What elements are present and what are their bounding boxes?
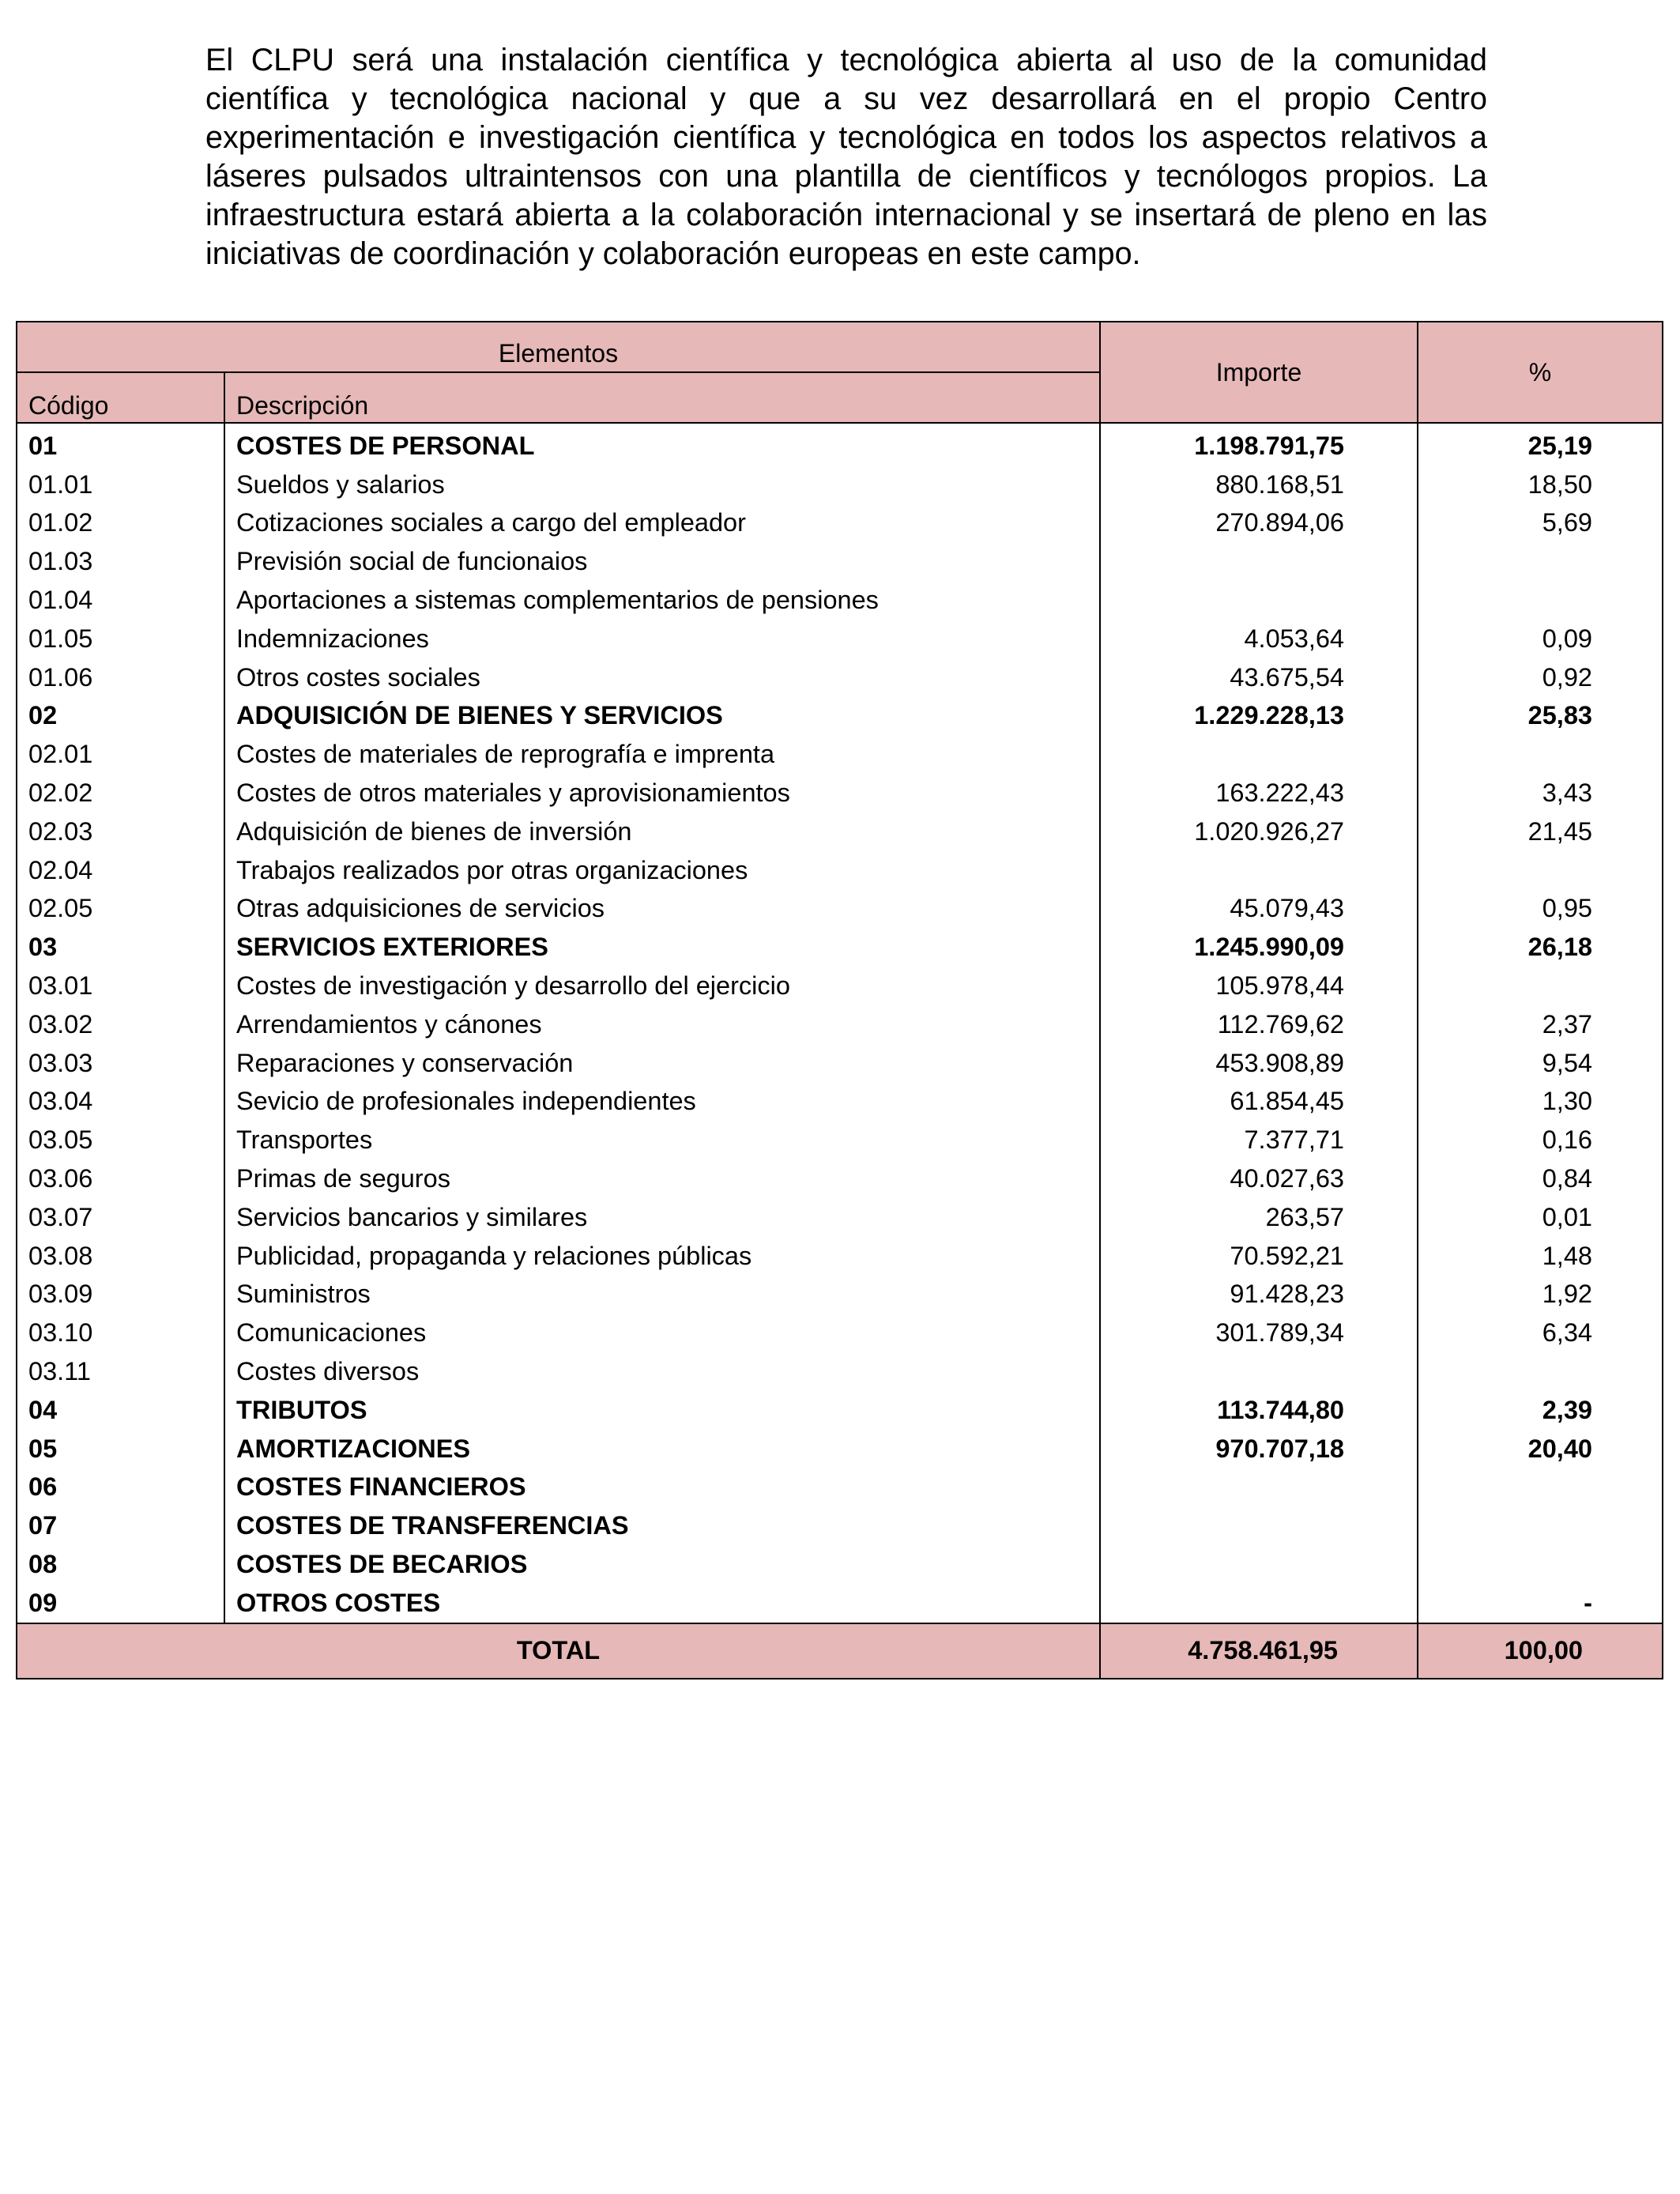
row-porcentaje: 20,40 <box>1418 1430 1663 1468</box>
row-importe: 1.198.791,75 <box>1100 423 1418 466</box>
table-row <box>17 1430 1663 1468</box>
row-code: 04 <box>17 1391 224 1430</box>
row-code: 01.04 <box>17 581 224 620</box>
row-description: Otras adquisiciones de servicios <box>224 890 1100 929</box>
row-porcentaje <box>1418 735 1663 774</box>
row-description: Costes de otros materiales y aprovisionamientos <box>224 774 1100 812</box>
row-porcentaje <box>1418 851 1663 890</box>
row-importe: 70.592,21 <box>1100 1237 1418 1276</box>
row-code: 01 <box>17 423 224 466</box>
row-description: Servicios bancarios y similares <box>224 1198 1100 1237</box>
row-porcentaje: 9,54 <box>1418 1044 1663 1083</box>
row-code: 03 <box>17 928 224 967</box>
table-row <box>17 1083 1663 1122</box>
table-row <box>17 1584 1663 1623</box>
row-importe: 7.377,71 <box>1100 1121 1418 1159</box>
table-row <box>17 581 1663 620</box>
row-importe: 970.707,18 <box>1100 1430 1418 1468</box>
row-code: 07 <box>17 1506 224 1545</box>
row-description: Adquisición de bienes de inversión <box>224 812 1100 851</box>
row-porcentaje: 0,95 <box>1418 890 1663 929</box>
row-importe <box>1100 542 1418 581</box>
row-code: 01.02 <box>17 504 224 543</box>
row-importe: 45.079,43 <box>1100 890 1418 929</box>
row-code: 03.09 <box>17 1276 224 1314</box>
row-porcentaje <box>1418 1352 1663 1391</box>
row-description: OTROS COSTES <box>224 1584 1100 1623</box>
row-porcentaje <box>1418 542 1663 581</box>
table-row <box>17 1198 1663 1237</box>
row-code: 08 <box>17 1545 224 1584</box>
row-porcentaje: 3,43 <box>1418 774 1663 812</box>
row-code: 01.03 <box>17 542 224 581</box>
header-codigo: Código <box>17 372 224 423</box>
row-description: COSTES FINANCIEROS <box>224 1468 1100 1507</box>
row-porcentaje: 21,45 <box>1418 812 1663 851</box>
table-row <box>17 1121 1663 1159</box>
row-code: 03.11 <box>17 1352 224 1391</box>
total-importe: 4.758.461,95 <box>1100 1623 1418 1679</box>
row-code: 02.05 <box>17 890 224 929</box>
row-description: Previsión social de funcionaios <box>224 542 1100 581</box>
row-importe <box>1100 735 1418 774</box>
row-code: 02 <box>17 697 224 736</box>
row-description: Costes de materiales de reprografía e imprenta <box>224 735 1100 774</box>
row-porcentaje: 2,39 <box>1418 1391 1663 1430</box>
row-importe: 453.908,89 <box>1100 1044 1418 1083</box>
row-description: Otros costes sociales <box>224 658 1100 697</box>
row-description: Sevicio de profesionales independientes <box>224 1083 1100 1122</box>
row-porcentaje: 25,83 <box>1418 697 1663 736</box>
row-code: 06 <box>17 1468 224 1507</box>
table-row <box>17 928 1663 967</box>
table-row <box>17 1276 1663 1314</box>
row-importe: 61.854,45 <box>1100 1083 1418 1122</box>
row-porcentaje: 26,18 <box>1418 928 1663 967</box>
total-porcentaje: 100,00 <box>1418 1623 1663 1679</box>
row-importe: 113.744,80 <box>1100 1391 1418 1430</box>
row-importe: 91.428,23 <box>1100 1276 1418 1314</box>
row-code: 02.04 <box>17 851 224 890</box>
total-label: TOTAL <box>17 1623 1100 1679</box>
row-porcentaje: 1,30 <box>1418 1083 1663 1122</box>
row-description: Reparaciones y conservación <box>224 1044 1100 1083</box>
row-code: 02.01 <box>17 735 224 774</box>
row-importe: 112.769,62 <box>1100 1005 1418 1044</box>
row-description: TRIBUTOS <box>224 1391 1100 1430</box>
cost-table <box>16 321 1663 1679</box>
row-importe: 1.245.990,09 <box>1100 928 1418 967</box>
row-importe: 40.027,63 <box>1100 1159 1418 1198</box>
table-row <box>17 658 1663 697</box>
row-code: 03.01 <box>17 967 224 1005</box>
table-row <box>17 697 1663 736</box>
table-row <box>17 1237 1663 1276</box>
row-code: 02.02 <box>17 774 224 812</box>
row-porcentaje: 18,50 <box>1418 466 1663 504</box>
table-row <box>17 542 1663 581</box>
row-code: 02.03 <box>17 812 224 851</box>
row-description: Arrendamientos y cánones <box>224 1005 1100 1044</box>
row-importe <box>1100 1506 1418 1545</box>
row-importe <box>1100 1545 1418 1584</box>
row-porcentaje: 1,48 <box>1418 1237 1663 1276</box>
row-code: 03.08 <box>17 1237 224 1276</box>
row-porcentaje <box>1418 1506 1663 1545</box>
table-row <box>17 1468 1663 1507</box>
row-description: ADQUISICIÓN DE BIENES Y SERVICIOS <box>224 697 1100 736</box>
row-description: Indemnizaciones <box>224 620 1100 658</box>
row-porcentaje <box>1418 1468 1663 1507</box>
header-elementos: Elementos <box>17 322 1100 372</box>
table-row <box>17 1545 1663 1584</box>
row-description: Suministros <box>224 1276 1100 1314</box>
row-code: 03.04 <box>17 1083 224 1122</box>
table-row <box>17 620 1663 658</box>
table-header <box>17 322 1663 423</box>
row-code: 01.01 <box>17 466 224 504</box>
row-porcentaje: 1,92 <box>1418 1276 1663 1314</box>
row-importe <box>1100 1468 1418 1507</box>
table-body <box>17 423 1663 1623</box>
row-porcentaje: - <box>1418 1584 1663 1623</box>
row-description: Primas de seguros <box>224 1159 1100 1198</box>
row-description: SERVICIOS EXTERIORES <box>224 928 1100 967</box>
row-description: COSTES DE TRANSFERENCIAS <box>224 1506 1100 1545</box>
row-importe: 1.229.228,13 <box>1100 697 1418 736</box>
row-porcentaje: 5,69 <box>1418 504 1663 543</box>
cost-table-container <box>16 321 1662 1679</box>
row-porcentaje <box>1418 967 1663 1005</box>
row-porcentaje: 25,19 <box>1418 423 1663 466</box>
row-description: AMORTIZACIONES <box>224 1430 1100 1468</box>
row-description: Comunicaciones <box>224 1314 1100 1352</box>
table-row <box>17 890 1663 929</box>
table-row <box>17 1044 1663 1083</box>
row-code: 03.02 <box>17 1005 224 1044</box>
row-porcentaje <box>1418 1545 1663 1584</box>
row-porcentaje: 0,09 <box>1418 620 1663 658</box>
row-porcentaje: 0,92 <box>1418 658 1663 697</box>
row-importe <box>1100 851 1418 890</box>
row-importe <box>1100 1352 1418 1391</box>
header-porcentaje: % <box>1418 322 1663 423</box>
table-row <box>17 851 1663 890</box>
row-code: 03.03 <box>17 1044 224 1083</box>
table-row <box>17 812 1663 851</box>
row-description: Sueldos y salarios <box>224 466 1100 504</box>
row-description: Costes de investigación y desarrollo del ejercicio <box>224 967 1100 1005</box>
table-row <box>17 1005 1663 1044</box>
row-description: Cotizaciones sociales a cargo del empleador <box>224 504 1100 543</box>
row-description: Costes diversos <box>224 1352 1100 1391</box>
row-code: 03.05 <box>17 1121 224 1159</box>
table-row <box>17 504 1663 543</box>
table-row <box>17 735 1663 774</box>
row-importe: 43.675,54 <box>1100 658 1418 697</box>
header-importe: Importe <box>1100 322 1418 423</box>
table-row <box>17 466 1663 504</box>
row-description: COSTES DE PERSONAL <box>224 423 1100 466</box>
row-code: 03.10 <box>17 1314 224 1352</box>
row-importe: 880.168,51 <box>1100 466 1418 504</box>
table-row <box>17 774 1663 812</box>
row-importe: 163.222,43 <box>1100 774 1418 812</box>
row-description: Trabajos realizados por otras organizaciones <box>224 851 1100 890</box>
row-porcentaje: 0,84 <box>1418 1159 1663 1198</box>
row-description: Transportes <box>224 1121 1100 1159</box>
row-porcentaje: 0,16 <box>1418 1121 1663 1159</box>
total-row <box>17 1623 1663 1679</box>
row-code: 09 <box>17 1584 224 1623</box>
row-porcentaje <box>1418 581 1663 620</box>
row-importe: 4.053,64 <box>1100 620 1418 658</box>
intro-paragraph: El CLPU será una instalación científica y tecnológica abierta al uso de la comunidad científica y tecnológica nacional y que a su vez desarrollará en el propio Centro experimentación e investigación científica y tecnológica en todos los aspectos relativos a láseres pulsados ultraintensos con una plantilla de científicos y tecnólogos propios. La infraestructura estará abierta a la colaboración internacional y se insertará de pleno en las iniciativas de coordinación y colaboración europeas en este campo. <box>205 43 1487 271</box>
row-code: 03.07 <box>17 1198 224 1237</box>
table-row <box>17 1159 1663 1198</box>
row-code: 05 <box>17 1430 224 1468</box>
row-importe <box>1100 581 1418 620</box>
header-descripcion: Descripción <box>224 372 1100 423</box>
row-porcentaje: 0,01 <box>1418 1198 1663 1237</box>
row-description: Aportaciones a sistemas complementarios de pensiones <box>224 581 1100 620</box>
table-row <box>17 1506 1663 1545</box>
row-importe: 270.894,06 <box>1100 504 1418 543</box>
row-porcentaje: 6,34 <box>1418 1314 1663 1352</box>
row-importe: 263,57 <box>1100 1198 1418 1237</box>
table-row <box>17 1352 1663 1391</box>
table-footer <box>17 1623 1663 1679</box>
row-importe <box>1100 1584 1418 1623</box>
row-description: COSTES DE BECARIOS <box>224 1545 1100 1584</box>
table-row <box>17 1391 1663 1430</box>
row-importe: 1.020.926,27 <box>1100 812 1418 851</box>
row-code: 01.05 <box>17 620 224 658</box>
row-importe: 105.978,44 <box>1100 967 1418 1005</box>
table-row <box>17 423 1663 466</box>
row-importe: 301.789,34 <box>1100 1314 1418 1352</box>
table-row <box>17 1314 1663 1352</box>
row-code: 01.06 <box>17 658 224 697</box>
table-row <box>17 967 1663 1005</box>
row-description: Publicidad, propaganda y relaciones públicas <box>224 1237 1100 1276</box>
row-porcentaje: 2,37 <box>1418 1005 1663 1044</box>
row-code: 03.06 <box>17 1159 224 1198</box>
